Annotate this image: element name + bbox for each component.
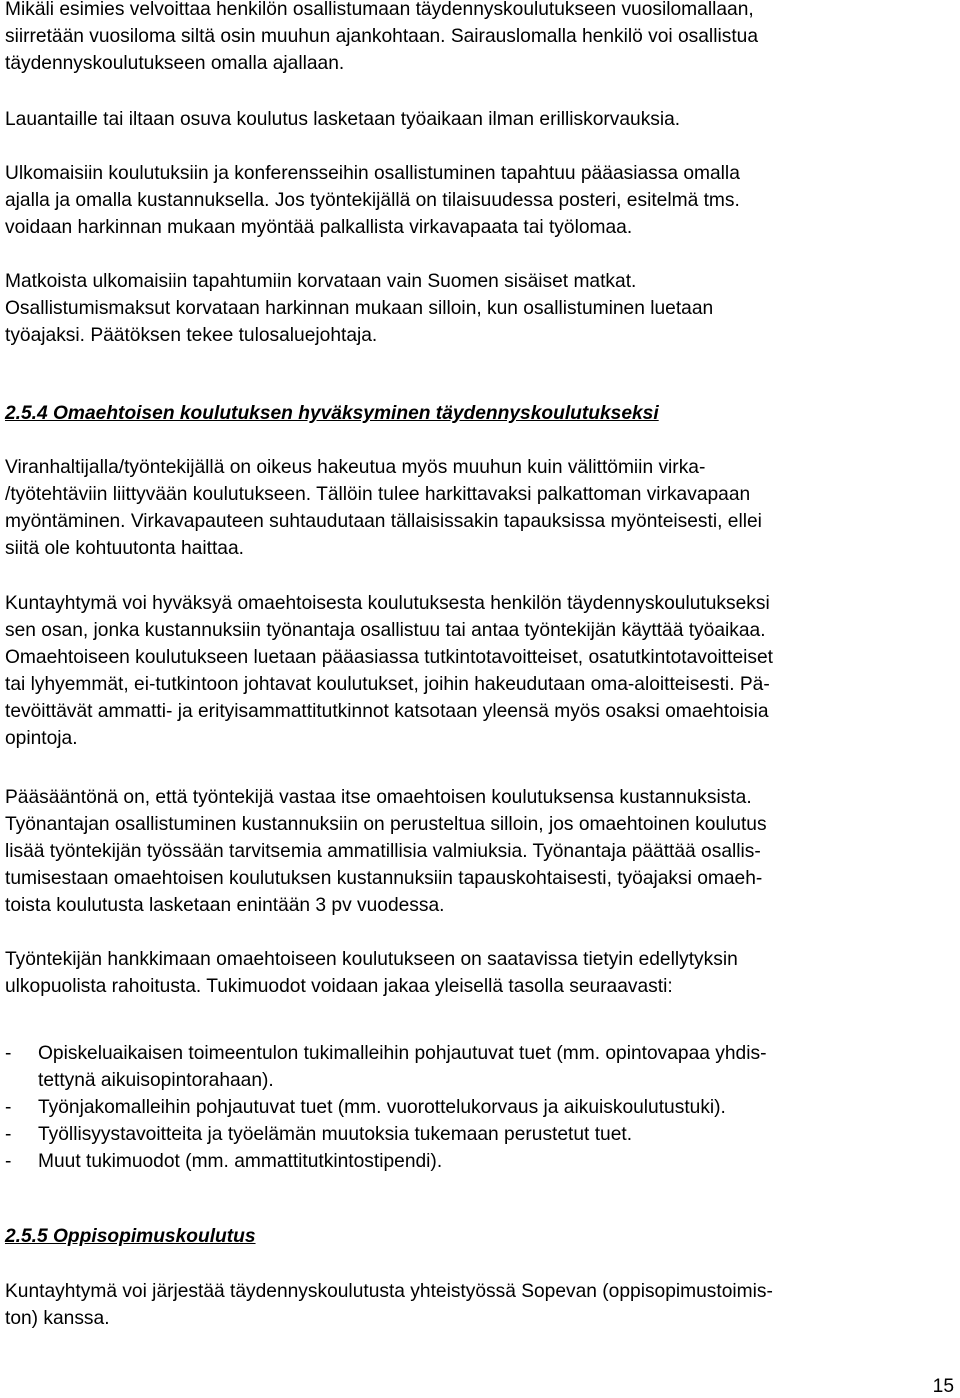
- list-item: [5, 1121, 955, 1148]
- text-line: /työtehtäviin liittyvään koulutukseen. Tällöin tulee harkittavaksi palkattoman virkavapaan: [5, 484, 751, 505]
- list-item-text: Työnjakomalleihin pohjautuvat tuet (mm. vuorottelukorvaus ja aikuiskoulutustuki).: [38, 1097, 726, 1118]
- text-line: ulkopuolista rahoitusta. Tukimuodot voidaan jakaa yleisellä tasolla seuraavasti:: [5, 976, 673, 997]
- text-line: Työnantajan osallistuminen kustannuksiin on perusteltua silloin, jos omaehtoinen koulutus: [5, 814, 767, 835]
- text-line: Ulkomaisiin koulutuksiin ja konferensseihin osallistuminen tapahtuu pääasiassa omalla: [5, 163, 740, 184]
- list-bullet: -: [5, 1043, 12, 1064]
- text-line: Omaehtoiseen koulutukseen luetaan pääasiassa tutkintotavoitteiset, osatutkintotavoitteiset: [5, 647, 773, 668]
- text-line: työajaksi. Päätöksen tekee tulosaluejohtaja.: [5, 325, 378, 346]
- text-line: Kuntayhtymä voi järjestää täydennyskoulutusta yhteistyössä Sopevan (oppisopimustoimis-: [5, 1281, 773, 1302]
- text-line: lisää työntekijän työssään tarvitsemia ammatillisia valmiuksia. Työnantaja päättää osallis-: [5, 841, 761, 862]
- paragraph-cost-responsibility: [5, 784, 767, 919]
- text-line: ton) kanssa.: [5, 1308, 110, 1329]
- list-item-text: Muut tukimuodot (mm. ammattitutkintostipendi).: [38, 1151, 443, 1172]
- text-line: Viranhaltijalla/työntekijällä on oikeus hakeutua myös muuhun kuin välittömiin virka-: [5, 457, 706, 478]
- paragraph-foreign-training: [5, 160, 740, 241]
- text-line: tai lyhyemmät, ei-tutkintoon johtavat koulutukset, joihin hakeudutaan oma-aloitteisesti. Pä-: [5, 674, 770, 695]
- text-line: Pääsääntönä on, että työntekijä vastaa itse omaehtoisen koulutuksensa kustannuksista.: [5, 787, 752, 808]
- text-line: opintoja.: [5, 728, 78, 749]
- list-item: [5, 1148, 955, 1175]
- list-bullet: -: [5, 1151, 12, 1172]
- text-line: voidaan harkinnan mukaan myöntää palkallista virkavapaata tai työlomaa.: [5, 217, 633, 238]
- text-line: Lauantaille tai iltaan osuva koulutus lasketaan työaikaan ilman erilliskorvauksia.: [5, 109, 681, 130]
- text-line: Matkoista ulkomaisiin tapahtumiin korvataan vain Suomen sisäiset matkat.: [5, 271, 637, 292]
- text-line: Työntekijän hankkimaan omaehtoiseen koulutukseen on saatavissa tietyin edellytyksin: [5, 949, 738, 970]
- list-bullet: -: [5, 1124, 12, 1145]
- text-line: tumisestaan omaehtoisen koulutuksen kustannuksiin tapauskohtaisesti, työajaksi omaeh-: [5, 868, 763, 889]
- list-item: [5, 1040, 955, 1094]
- paragraph-apprenticeship: [5, 1278, 773, 1332]
- list-bullet: -: [5, 1097, 12, 1118]
- text-line: siirretään vuosiloma siltä osin muuhun ajankohtaan. Sairauslomalla henkilö voi osallistua: [5, 26, 758, 47]
- text-line: Mikäli esimies velvoittaa henkilön osallistumaan täydennyskoulutukseen vuosilomallaan,: [5, 0, 754, 20]
- text-line: toista koulutusta lasketaan enintään 3 pv vuodessa.: [5, 895, 445, 916]
- text-line: ajalla ja omalla kustannuksella. Jos työntekijällä on tilaisuudessa posteri, esitelmä tms.: [5, 190, 740, 211]
- paragraph-study-leave: [5, 0, 758, 77]
- text-line: Kuntayhtymä voi hyväksyä omaehtoisesta koulutuksesta henkilön täydennyskoulutukseksi: [5, 593, 770, 614]
- paragraph-approval-criteria: [5, 590, 773, 752]
- text-line: täydennyskoulutukseen omalla ajallaan.: [5, 53, 345, 74]
- section-heading-2-5-4: 2.5.4 Omaehtoisen koulutuksen hyväksyminen täydennyskoulutukseksi: [5, 403, 659, 424]
- support-forms-list: [5, 1040, 955, 1175]
- text-line: tevöittävät ammatti- ja erityisammattitutkinnot katsotaan yleensä myös osaksi omaehtoisia: [5, 701, 769, 722]
- paragraph-travel-costs: [5, 268, 713, 349]
- list-item-text: tettynä aikuisopintorahaan).: [38, 1070, 274, 1091]
- section-heading-2-5-5: 2.5.5 Oppisopimuskoulutus: [5, 1226, 256, 1247]
- paragraph-weekend-training: [5, 106, 680, 133]
- text-line: Osallistumismaksut korvataan harkinnan mukaan silloin, kun osallistuminen luetaan: [5, 298, 714, 319]
- paragraph-external-funding: [5, 946, 738, 1000]
- list-item: [5, 1094, 955, 1121]
- page-number: 15: [932, 1376, 954, 1397]
- paragraph-self-motivated-training: [5, 454, 762, 562]
- text-line: sen osan, jonka kustannuksiin työnantaja osallistuu tai antaa työntekijän käyttää työaikaa.: [5, 620, 766, 641]
- text-line: siitä ole kohtuutonta haittaa.: [5, 538, 244, 559]
- list-item-text: Työllisyystavoitteita ja työelämän muutoksia tukemaan perustetut tuet.: [38, 1124, 633, 1145]
- text-line: myöntäminen. Virkavapauteen suhtaudutaan tällaisissakin tapauksissa myönteisesti, ellei: [5, 511, 762, 532]
- list-item-text: Opiskeluaikaisen toimeentulon tukimalleihin pohjautuvat tuet (mm. opintovapaa yhdis-: [38, 1043, 767, 1064]
